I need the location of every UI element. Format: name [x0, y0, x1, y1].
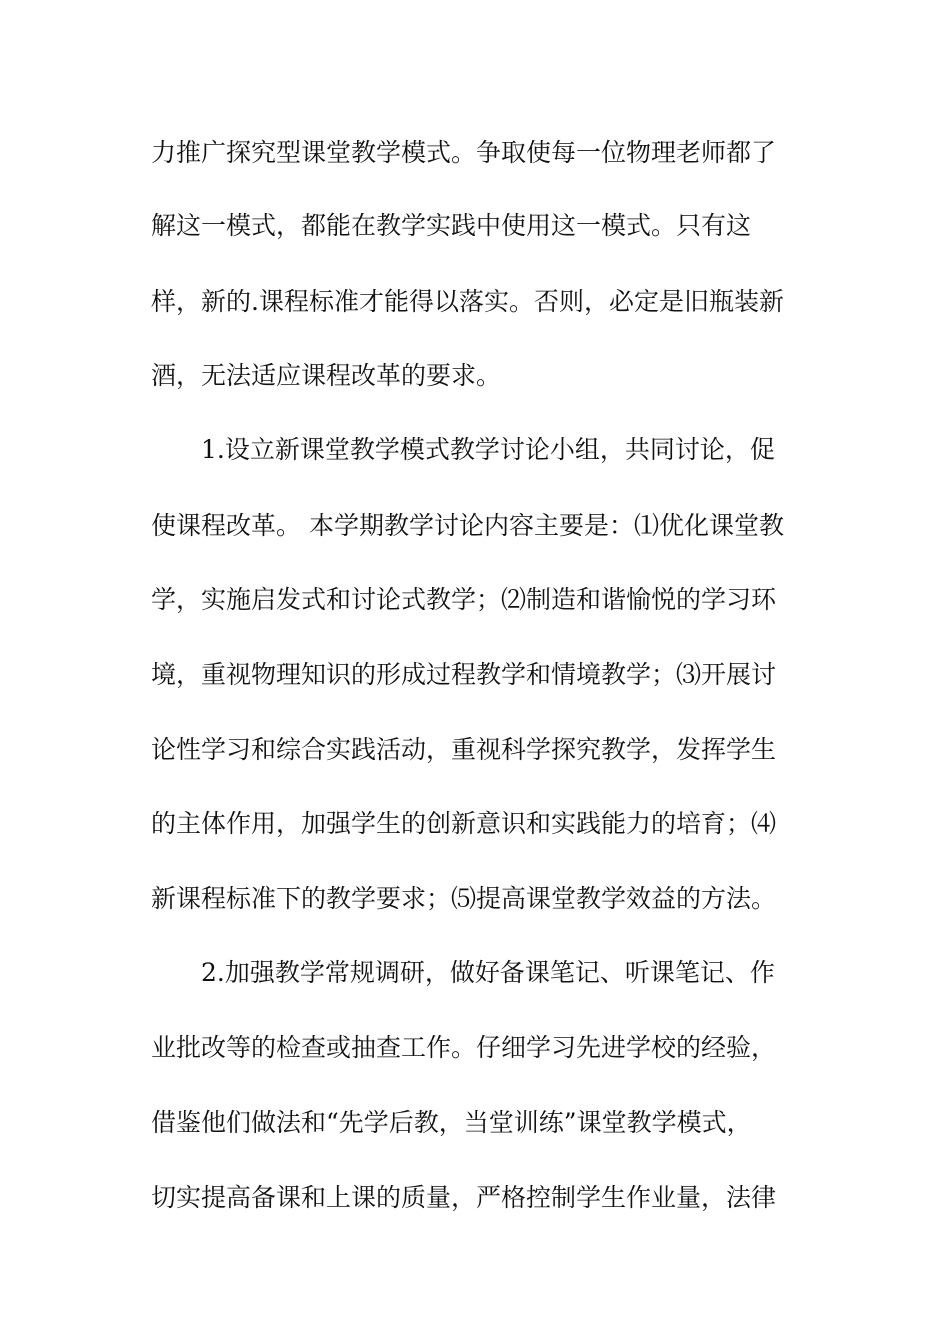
- text-line: 学，实施启发式和讨论式教学；⑵制造和谐愉悦的学习环: [151, 585, 777, 614]
- text-line: 的主体作用，加强学生的创新意识和实践能力的培育；⑷: [151, 809, 777, 838]
- text-line: 新课程标准下的教学要求；⑸提高课堂教学效益的方法。: [151, 884, 777, 913]
- text-line: 论性学习和综合实践活动，重视科学探究教学，发挥学生: [151, 735, 777, 764]
- text-line: 切实提高备课和上课的质量，严格控制学生作业量，法律: [151, 1183, 777, 1212]
- text-line: 业批改等的检查或抽查工作。仔细学习先进学校的经验，: [151, 1033, 777, 1062]
- text-line: 解这一模式，都能在教学实践中使用这一模式。只有这: [151, 211, 752, 240]
- text-line: 样，新的.课程标准才能得以落实。否则，必定是旧瓶装新: [151, 287, 784, 316]
- text-line: 境，重视物理知识的形成过程教学和情境教学；⑶开展讨: [151, 660, 777, 689]
- paragraph-1-start: 1.设立新课堂教学模式教学讨论小组，共同讨论，促: [201, 435, 775, 464]
- text-line: 力推广探究型课堂教学模式。争取使每一位物理老师都了: [151, 138, 777, 167]
- text-line: 酒，无法适应课程改革的要求。: [151, 361, 502, 390]
- paragraph-2-start: 2.加强教学常规调研，做好备课笔记、听课笔记、作: [201, 958, 775, 987]
- text-line: 使课程改革。 本学期教学讨论内容主要是：⑴优化课堂教: [151, 511, 784, 540]
- text-line: 借鉴他们做法和“先学后教，当堂训练”课堂教学模式，: [151, 1108, 752, 1137]
